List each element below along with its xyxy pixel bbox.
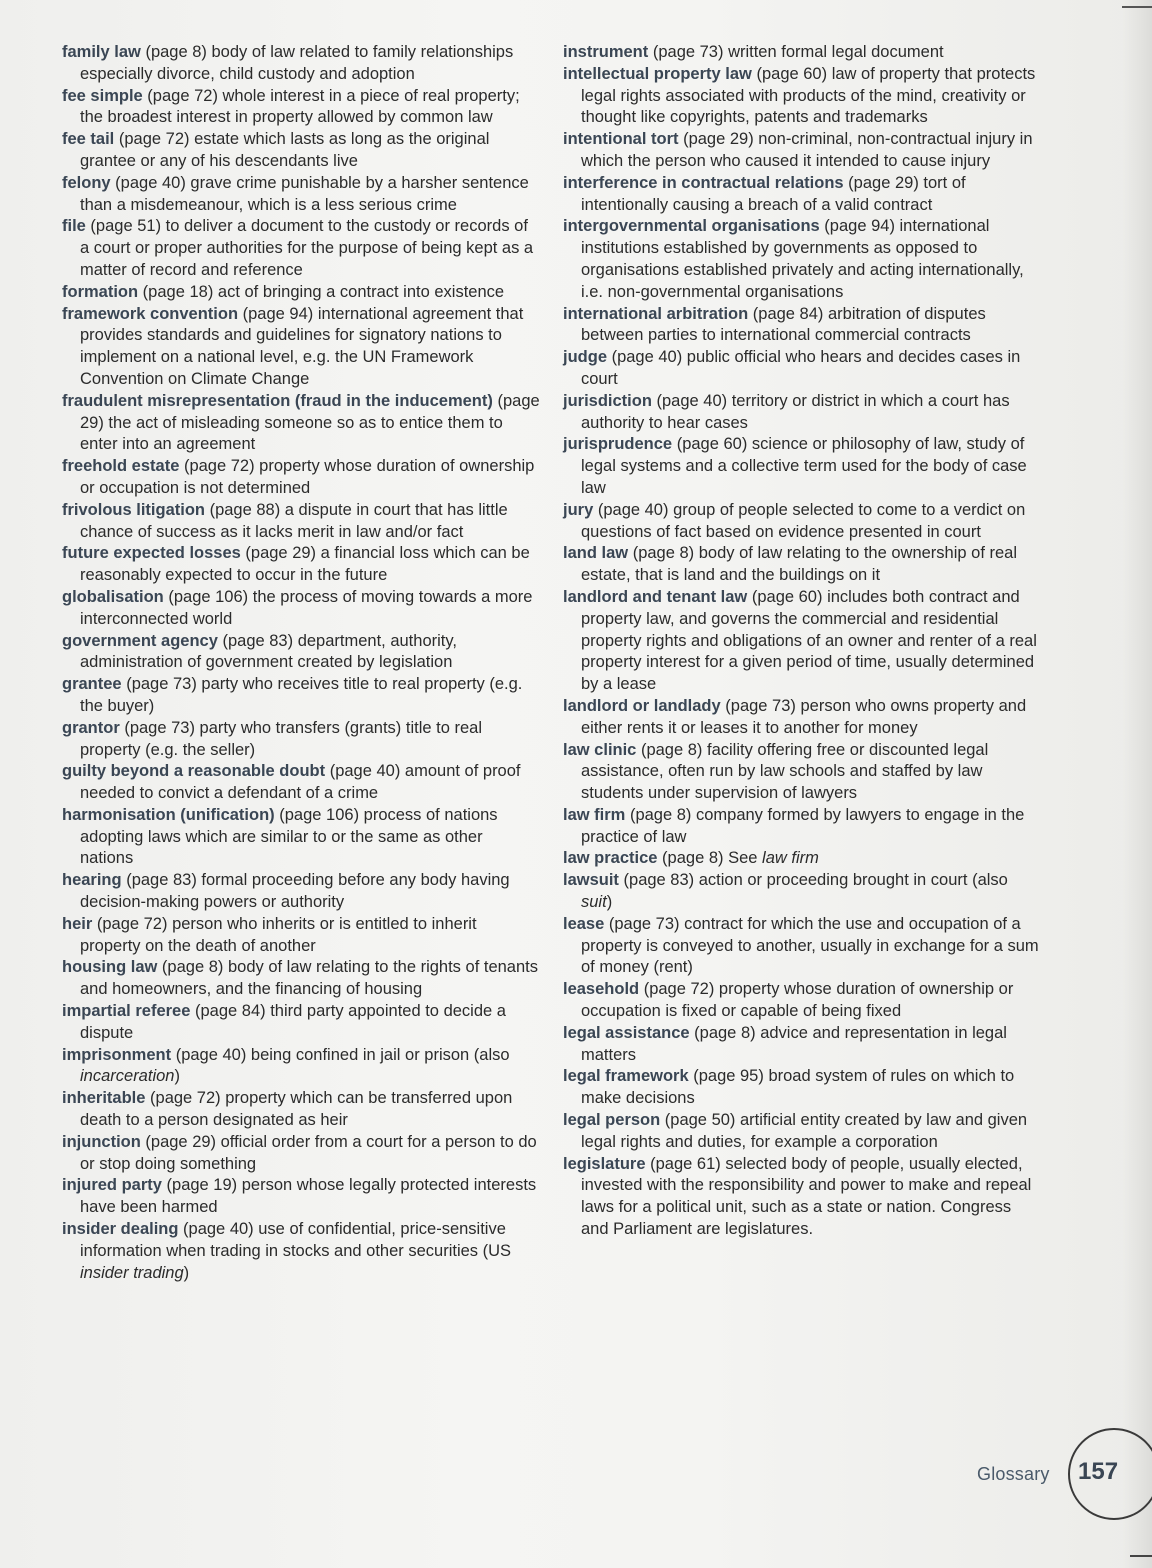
glossary-entry — [62, 631, 540, 675]
glossary-entry — [563, 587, 1043, 696]
glossary-term: freehold estate — [62, 457, 180, 476]
glossary-definition: (page 51) to deliver a document to the custody or records of a court or proper authorities for the purpose of being kept as a matter of record and reference — [80, 217, 534, 279]
glossary-entry — [62, 282, 540, 304]
glossary-term: future expected losses — [62, 544, 241, 563]
glossary-term: international arbitration — [563, 304, 749, 323]
glossary-term: grantee — [62, 675, 122, 694]
glossary-cross-reference: incarceration — [80, 1067, 175, 1086]
glossary-definition: (page 83) action or proceeding brought in court (also — [618, 871, 1008, 890]
glossary-definition: (page 72) estate which lasts as long as the original grantee or any of his descendants live — [80, 130, 490, 170]
glossary-entry — [563, 1154, 1043, 1241]
glossary-term: law firm — [563, 805, 626, 824]
glossary-entry — [62, 870, 540, 914]
glossary-term: globalisation — [62, 587, 164, 606]
glossary-definition: (page 8) body of law related to family relationships especially divorce, child custody and adoption — [80, 43, 514, 83]
glossary-term: judge — [563, 348, 607, 367]
glossary-entry — [62, 42, 540, 86]
glossary-entry — [563, 1023, 1043, 1067]
glossary-definition-tail: ) — [183, 1263, 190, 1282]
glossary-entry — [563, 1066, 1043, 1110]
glossary-definition: (page 19) person whose legally protected interests have been harmed — [80, 1176, 537, 1217]
glossary-definition: (page 94) international institutions established by governments as opposed to organisations established privately and acting internationally, i.e. non-governmental organisations — [581, 217, 1024, 301]
glossary-definition: (page 60) science or philosophy of law, study of legal systems and a collective term used for the body of case law — [581, 435, 1027, 497]
glossary-term: jurisdiction — [563, 391, 652, 410]
glossary-term: landlord or landlady — [563, 696, 721, 715]
glossary-term: instrument — [563, 43, 649, 61]
glossary-term: legal assistance — [563, 1023, 690, 1042]
glossary-entry — [563, 740, 1043, 805]
glossary-entry — [563, 870, 1043, 914]
glossary-definition: (page 72) property whose duration of ownership or occupation is not determined — [80, 457, 535, 497]
glossary-entry — [563, 173, 1043, 217]
glossary-term: impartial referee — [62, 1002, 191, 1021]
glossary-term: law practice — [563, 849, 658, 868]
glossary-term: leasehold — [563, 980, 640, 999]
glossary-term: legislature — [563, 1154, 646, 1173]
glossary-definition: (page 40) being confined in jail or prison (also — [171, 1045, 510, 1064]
glossary-term: jury — [563, 500, 594, 519]
glossary-entry — [563, 391, 1043, 435]
glossary-definition-tail: ) — [606, 893, 613, 912]
glossary-definition: (page 73) party who receives title to real property (e.g. the buyer) — [80, 675, 523, 715]
glossary-cross-reference: suit — [581, 893, 607, 912]
glossary-entry — [62, 391, 540, 456]
glossary-entry — [563, 979, 1043, 1023]
glossary-entry — [563, 1110, 1043, 1154]
glossary-term: inheritable — [62, 1089, 146, 1108]
glossary-term: legal framework — [563, 1067, 689, 1086]
glossary-definition-tail: ) — [174, 1067, 180, 1086]
glossary-term: lease — [563, 914, 605, 933]
glossary-definition: (page 84) arbitration of disputes between parties to international commercial contracts — [581, 304, 986, 345]
glossary-entry — [62, 500, 540, 544]
glossary-term: fraudulent misrepresentation (fraud in the inducement) — [62, 391, 493, 410]
glossary-definition: (page 94) international agreement that provides standards and guidelines for signatory nations to implement on a national level, e.g. the UN Framework Convention on Climate Change — [80, 304, 524, 388]
glossary-entry — [62, 304, 540, 391]
glossary-entry — [62, 1045, 540, 1089]
glossary-term: intellectual property law — [563, 64, 752, 83]
glossary-term: injured party — [62, 1176, 162, 1195]
glossary-definition: (page 8) See — [657, 849, 763, 868]
glossary-entry — [62, 173, 540, 217]
glossary-definition: (page 83) formal proceeding before any body having decision-making powers or authority — [80, 871, 510, 912]
glossary-definition: (page 60) includes both contract and property law, and governs the commercial and residential property rights and obligations of an owner and renter of a real property interest for a given period of time, usually determined by a lease — [581, 587, 1037, 694]
glossary-entry — [62, 674, 540, 718]
glossary-term: file — [62, 217, 86, 236]
glossary-term: grantor — [62, 718, 120, 737]
glossary-entry — [563, 434, 1043, 499]
glossary-definition: (page 29) the act of misleading someone so as to entice them to enter into an agreement — [80, 391, 540, 454]
glossary-definition: (page 72) person who inherits or is entitled to inherit property on the death of another — [80, 914, 477, 955]
glossary-definition: (page 72) property whose duration of ownership or occupation is fixed or capable of being fixed — [581, 980, 1014, 1021]
section-label: Glossary — [977, 1464, 1050, 1484]
glossary-definition: (page 29) official order from a court for a person to do or stop doing something — [80, 1132, 537, 1173]
glossary-definition: (page 29) a financial loss which can be reasonably expected to occur in the future — [80, 544, 530, 585]
glossary-column-left — [62, 42, 540, 1284]
glossary-entry — [563, 304, 1043, 348]
glossary-entry — [62, 587, 540, 631]
glossary-term: fee simple — [62, 86, 143, 105]
glossary-entry — [563, 914, 1043, 979]
glossary-definition: (page 40) grave crime punishable by a harsher sentence than a misdemeanour, which is a less serious crime — [80, 173, 529, 214]
glossary-term: guilty beyond a reasonable doubt — [62, 762, 326, 781]
glossary-entry — [563, 42, 1043, 64]
glossary-term: framework convention — [62, 304, 239, 323]
glossary-definition: (page 8) body of law relating to the ownership of real estate, that is land and the buildings on it — [581, 544, 1018, 585]
glossary-cross-reference: law firm — [762, 849, 819, 868]
glossary-term: law clinic — [563, 740, 637, 759]
glossary-term: formation — [62, 282, 139, 301]
glossary-definition: (page 73) party who transfers (grants) title to real property (e.g. the seller) — [80, 718, 482, 759]
glossary-entry — [563, 347, 1043, 391]
glossary-definition: (page 72) property which can be transferred upon death to a person designated as heir — [80, 1089, 513, 1130]
glossary-term: family law — [62, 43, 141, 61]
glossary-term: intergovernmental organisations — [563, 217, 820, 236]
glossary-term: heir — [62, 914, 93, 933]
glossary-entry — [563, 64, 1043, 129]
glossary-definition: (page 84) third party appointed to decide a dispute — [80, 1002, 506, 1042]
glossary-entry — [62, 914, 540, 958]
page-edge-shadow — [1122, 0, 1152, 1568]
glossary-term: interference in contractual relations — [563, 173, 844, 192]
glossary-entry — [563, 805, 1043, 849]
glossary-entry — [563, 848, 1043, 870]
corner-rule — [1130, 1555, 1152, 1557]
page-number: 157 — [1078, 1458, 1119, 1485]
glossary-definition: (page 29) tort of intentionally causing a breach of a valid contract — [581, 173, 966, 214]
glossary-entry — [62, 805, 540, 870]
glossary-definition: (page 61) selected body of people, usually elected, invested with the responsibility and power to make and repeal laws for a political unit, such as a state or nation. Congress and Parliament are legislatures. — [581, 1154, 1032, 1239]
glossary-entry — [62, 1175, 540, 1219]
glossary-term: insider dealing — [62, 1220, 179, 1239]
glossary-entry — [62, 86, 540, 130]
glossary-definition: (page 8) facility offering free or discounted legal assistance, often run by law schools and staffed by law students under supervision of lawyers — [581, 740, 989, 803]
glossary-definition: (page 29) non-criminal, non-contractual injury in which the person who caused it intended to cause injury — [581, 130, 1033, 170]
glossary-definition: (page 40) public official who hears and decides cases in court — [581, 348, 1021, 388]
glossary-term: harmonisation (unification) — [62, 805, 275, 824]
glossary-entry — [62, 129, 540, 173]
glossary-entry — [62, 216, 540, 281]
glossary-entry — [563, 543, 1043, 587]
glossary-term: landlord and tenant law — [563, 587, 748, 606]
glossary-definition: (page 60) law of property that protects legal rights associated with products of the mind, creativity or thought like copyrights, patents and trademarks — [581, 64, 1036, 127]
glossary-definition: (page 8) advice and representation in legal matters — [581, 1023, 1007, 1064]
glossary-term: imprisonment — [62, 1045, 172, 1064]
glossary-definition: (page 106) the process of moving towards a more interconnected world — [80, 587, 533, 628]
glossary-entry — [62, 543, 540, 587]
glossary-term: jurisprudence — [563, 435, 673, 454]
glossary-definition: (page 8) body of law relating to the rights of tenants and homeowners, and the financing of housing — [80, 958, 538, 999]
glossary-definition: (page 40) territory or district in which a court has authority to hear cases — [581, 391, 1010, 432]
glossary-entry — [563, 696, 1043, 740]
glossary-term: legal person — [563, 1111, 661, 1130]
glossary-definition: (page 50) artificial entity created by law and given legal rights and duties, for example a corporation — [581, 1111, 1028, 1151]
glossary-definition: (page 40) use of confidential, price-sensitive information when trading in stocks and other securities (US — [80, 1220, 512, 1260]
glossary-definition: (page 73) written formal legal document — [648, 43, 944, 61]
glossary-term: fee tail — [62, 130, 115, 149]
glossary-definition: (page 88) a dispute in court that has little chance of success as it lacks merit in law and/or fact — [80, 500, 508, 541]
glossary-entry — [563, 129, 1043, 173]
glossary-term: frivolous litigation — [62, 500, 205, 519]
glossary-definition: (page 73) person who owns property and either rents it or leases it to another for money — [581, 696, 1027, 737]
glossary-entry — [62, 1001, 540, 1045]
glossary-column-right — [563, 42, 1043, 1241]
glossary-term: government agency — [62, 631, 218, 650]
glossary-entry — [62, 1088, 540, 1132]
glossary-entry — [62, 957, 540, 1001]
glossary-definition: (page 106) process of nations adopting laws which are similar to or the same as other nations — [80, 805, 498, 868]
glossary-definition: (page 18) act of bringing a contract into existence — [138, 282, 505, 301]
glossary-entry — [563, 500, 1043, 544]
glossary-cross-reference: insider trading — [80, 1263, 184, 1282]
glossary-entry — [62, 718, 540, 762]
glossary-definition: (page 72) whole interest in a piece of real property; the broadest interest in property allowed by common law — [80, 86, 520, 127]
glossary-entry — [62, 1132, 540, 1176]
glossary-term: injunction — [62, 1132, 141, 1151]
glossary-entry — [62, 456, 540, 500]
glossary-term: felony — [62, 173, 111, 192]
glossary-entry — [62, 1219, 540, 1284]
top-rule — [1122, 0, 1152, 8]
glossary-entry — [62, 761, 540, 805]
glossary-definition: (page 8) company formed by lawyers to engage in the practice of law — [581, 805, 1025, 846]
glossary-definition: (page 40) group of people selected to come to a verdict on questions of fact based on evidence presented in court — [581, 500, 1026, 541]
glossary-term: lawsuit — [563, 871, 619, 890]
glossary-definition: (page 95) broad system of rules on which to make decisions — [581, 1067, 1015, 1108]
glossary-term: housing law — [62, 958, 158, 977]
glossary-definition: (page 83) department, authority, administration of government created by legislation — [80, 631, 457, 672]
glossary-definition: (page 40) amount of proof needed to convict a defendant of a crime — [80, 762, 521, 803]
glossary-term: land law — [563, 544, 629, 563]
glossary-definition: (page 73) contract for which the use and occupation of a property is conveyed to another, usually in exchange for a sum of money (rent) — [581, 914, 1039, 977]
glossary-term: hearing — [62, 871, 122, 890]
glossary-term: intentional tort — [563, 130, 679, 149]
glossary-entry — [563, 216, 1043, 303]
